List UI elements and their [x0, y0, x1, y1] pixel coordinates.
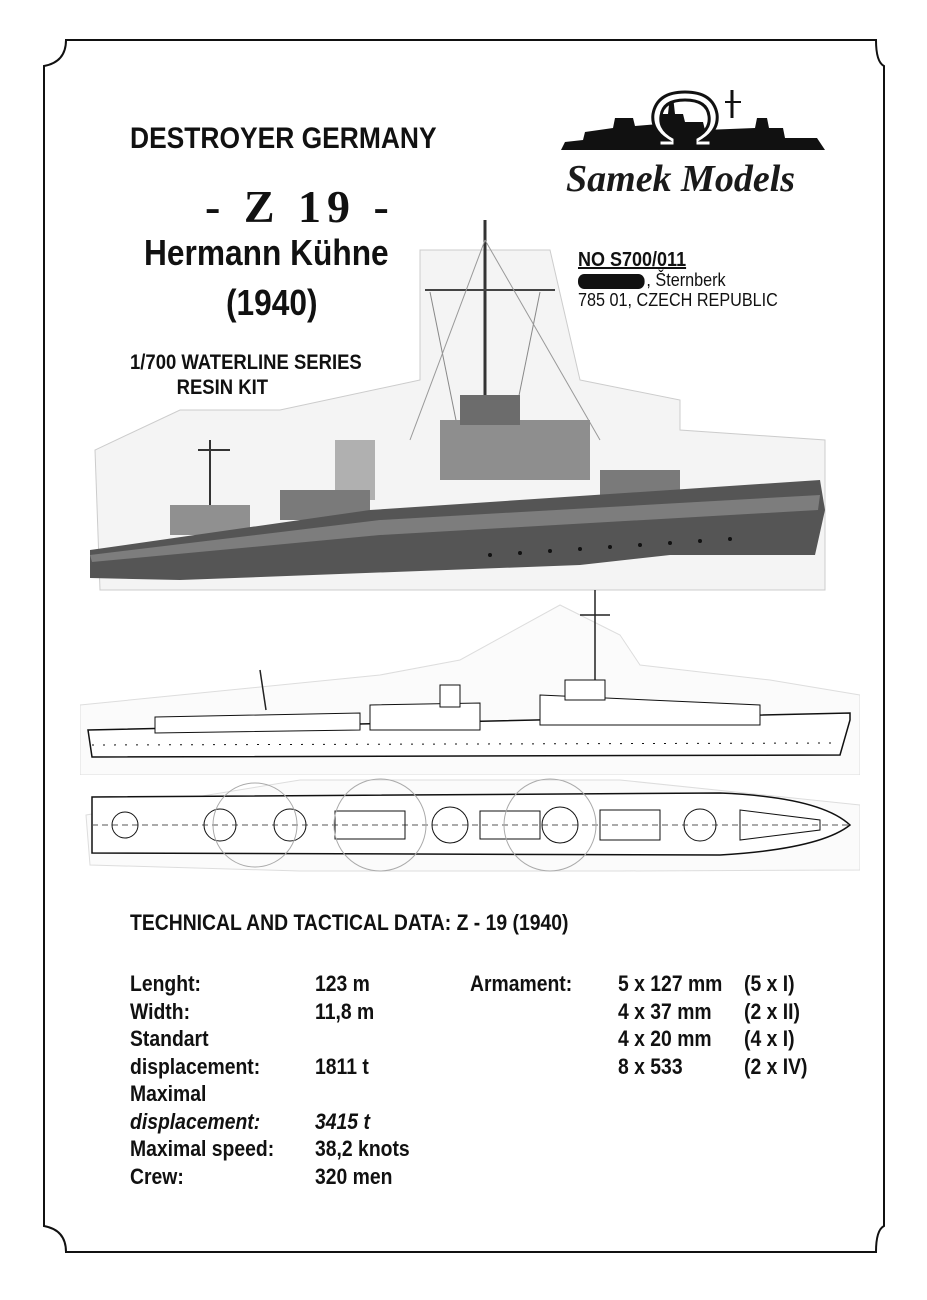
spec-label: Maximal speed: — [130, 1136, 275, 1161]
armament-qty: 4 x 20 mm — [618, 1026, 712, 1051]
armament-qty: 4 x 37 mm — [618, 998, 712, 1024]
spec-label: displacement: — [130, 1108, 261, 1134]
ship-name: Hermann Kühne — [144, 232, 389, 273]
spec-value: 123 m — [315, 971, 370, 996]
armament-mounts — [744, 970, 807, 1080]
armament-mount: (2 x IV) — [744, 1053, 808, 1079]
ship-year: (1940) — [226, 282, 318, 323]
armament-label: Armament: — [470, 971, 573, 996]
spec-values — [315, 970, 410, 1190]
spec-labels — [130, 970, 274, 1190]
address-line-2: 785 01, CZECH REPUBLIC — [578, 290, 778, 310]
spec-value: 38,2 knots — [315, 1136, 410, 1161]
armament-qty: 8 x 533 — [618, 1053, 683, 1079]
spec-label: Crew: — [130, 1163, 184, 1189]
technical-heading: TECHNICAL AND TACTICAL DATA: Z - 19 (1940) — [130, 910, 569, 935]
address-line-1: , Šternberk — [578, 270, 778, 290]
series-line-1: 1/700 WATERLINE SERIES — [130, 351, 362, 374]
spec-label: displacement: — [130, 1053, 261, 1079]
spec-label: Width: — [130, 998, 191, 1024]
spec-label: Standart — [130, 1026, 209, 1051]
brand-name: Samek Models — [566, 158, 796, 200]
armament-mount: (2 x II) — [744, 998, 800, 1024]
spec-value: 3415 t — [315, 1108, 370, 1134]
series-line-2: RESIN KIT — [176, 376, 269, 399]
spec-label: Maximal — [130, 1081, 207, 1106]
armament-qty: 5 x 127 mm — [618, 971, 723, 996]
armament-quantities — [618, 970, 722, 1080]
destroyer-photo — [80, 210, 840, 610]
spec-value: 11,8 m — [315, 998, 375, 1024]
armament-mount: (4 x I) — [744, 1026, 795, 1051]
title-line-destroyer-germany: DESTROYER GERMANY — [130, 122, 437, 155]
spec-value — [315, 1080, 410, 1108]
catalog-number: NO S700/011 — [578, 249, 687, 271]
ship-designation: - Z 19 - — [205, 181, 395, 232]
ship-deck-plan-drawing — [80, 775, 860, 875]
ship-side-profile-drawing — [80, 585, 860, 775]
spec-label: Lenght: — [130, 971, 201, 996]
spec-value — [315, 1025, 410, 1053]
spec-value: 1811 t — [315, 1053, 369, 1079]
spec-value: 320 men — [315, 1163, 393, 1189]
omega-warship-silhouette-icon — [555, 88, 835, 164]
armament-mount: (5 x I) — [744, 971, 795, 996]
